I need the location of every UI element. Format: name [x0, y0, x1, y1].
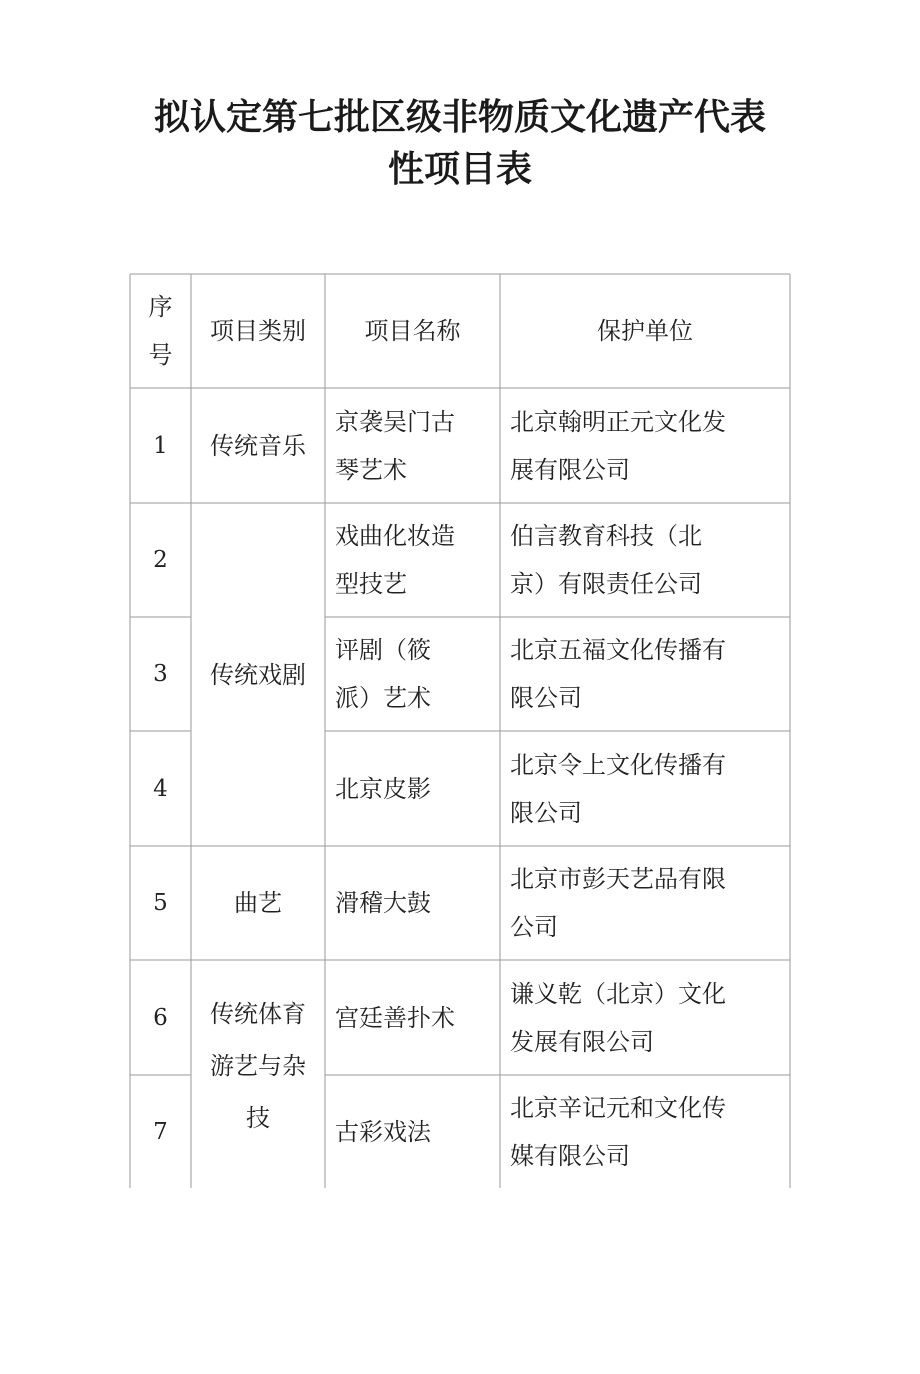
row-6-name: 宫廷善扑术 — [335, 1003, 455, 1032]
title-line-1: 拟认定第七批区级非物质文化遗产代表 — [153, 97, 766, 138]
row-5-unit — [500, 846, 790, 960]
row-4-unit-line-2: 限公司 — [510, 798, 582, 827]
row-7-name: 古彩戏法 — [335, 1117, 431, 1146]
row-4-unit-line-1: 北京令上文化传播有 — [510, 750, 726, 779]
row-1-name — [325, 388, 500, 503]
row-2-index: 2 — [153, 547, 168, 573]
row-1-name-line-1: 京袭吴门古 — [335, 407, 455, 436]
row-5-unit-line-1: 北京市彭天艺品有限 — [510, 865, 726, 893]
row-3-unit-line-2: 限公司 — [510, 684, 582, 712]
row-2-4-category: 传统戏剧 — [210, 660, 306, 689]
row-5-index: 5 — [153, 890, 168, 916]
row-2-unit-line-2: 京）有限责任公司 — [510, 570, 702, 598]
row-2-name-line-2: 型技艺 — [335, 570, 407, 598]
row-6-7-category — [191, 988, 325, 1148]
row-7-unit-line-2: 媒有限公司 — [510, 1141, 630, 1170]
header-index — [130, 274, 191, 388]
row-3-name-line-2: 派）艺术 — [335, 684, 431, 712]
header-category: 项目类别 — [210, 317, 306, 345]
row-2-name-line-1: 戏曲化妆造 — [335, 522, 455, 550]
row-6-index: 6 — [153, 1004, 168, 1031]
row-6-unit — [500, 960, 790, 1075]
row-2-unit-line-1: 伯言教育科技（北 — [510, 522, 702, 550]
row-2-unit — [500, 503, 790, 617]
header-index-line-2: 号 — [148, 341, 173, 369]
row-4-name: 北京皮影 — [335, 774, 431, 803]
row-6-unit-line-1: 谦义乾（北京）文化 — [510, 979, 726, 1008]
row-1-category: 传统音乐 — [210, 431, 306, 460]
row-7-unit-line-1: 北京辛记元和文化传 — [510, 1093, 726, 1122]
row-6-category-line-2: 游艺与杂 — [210, 1052, 306, 1080]
row-1-index: 1 — [153, 432, 168, 459]
row-7-unit — [500, 1075, 790, 1188]
row-3-unit — [500, 617, 790, 731]
row-6-category-line-3: 技 — [246, 1104, 270, 1132]
row-5-unit-line-2: 公司 — [510, 913, 558, 941]
row-3-name — [325, 617, 500, 731]
row-3-unit-line-1: 北京五福文化传播有 — [510, 636, 726, 664]
row-3-name-line-1: 评剧（筱 — [335, 636, 431, 664]
header-index-line-1: 序 — [148, 293, 173, 321]
header-unit: 保护单位 — [597, 317, 693, 345]
row-6-unit-line-2: 发展有限公司 — [510, 1027, 654, 1056]
row-3-index: 3 — [153, 661, 168, 687]
row-1-unit-line-2: 展有限公司 — [510, 455, 630, 484]
row-7-index: 7 — [153, 1118, 168, 1145]
header-name: 项目名称 — [364, 317, 461, 345]
row-2-name — [325, 503, 500, 617]
title-line-2: 性项目表 — [387, 149, 532, 190]
page-title — [130, 92, 790, 196]
row-5-name: 滑稽大鼓 — [335, 889, 431, 917]
row-4-unit — [500, 731, 790, 846]
row-1-unit — [500, 388, 790, 503]
row-1-unit-line-1: 北京翰明正元文化发 — [510, 407, 726, 436]
row-1-name-line-2: 琴艺术 — [335, 455, 407, 484]
row-4-index: 4 — [153, 775, 168, 802]
row-6-category-line-1: 传统体育 — [210, 1000, 306, 1028]
row-5-category: 曲艺 — [234, 889, 282, 917]
